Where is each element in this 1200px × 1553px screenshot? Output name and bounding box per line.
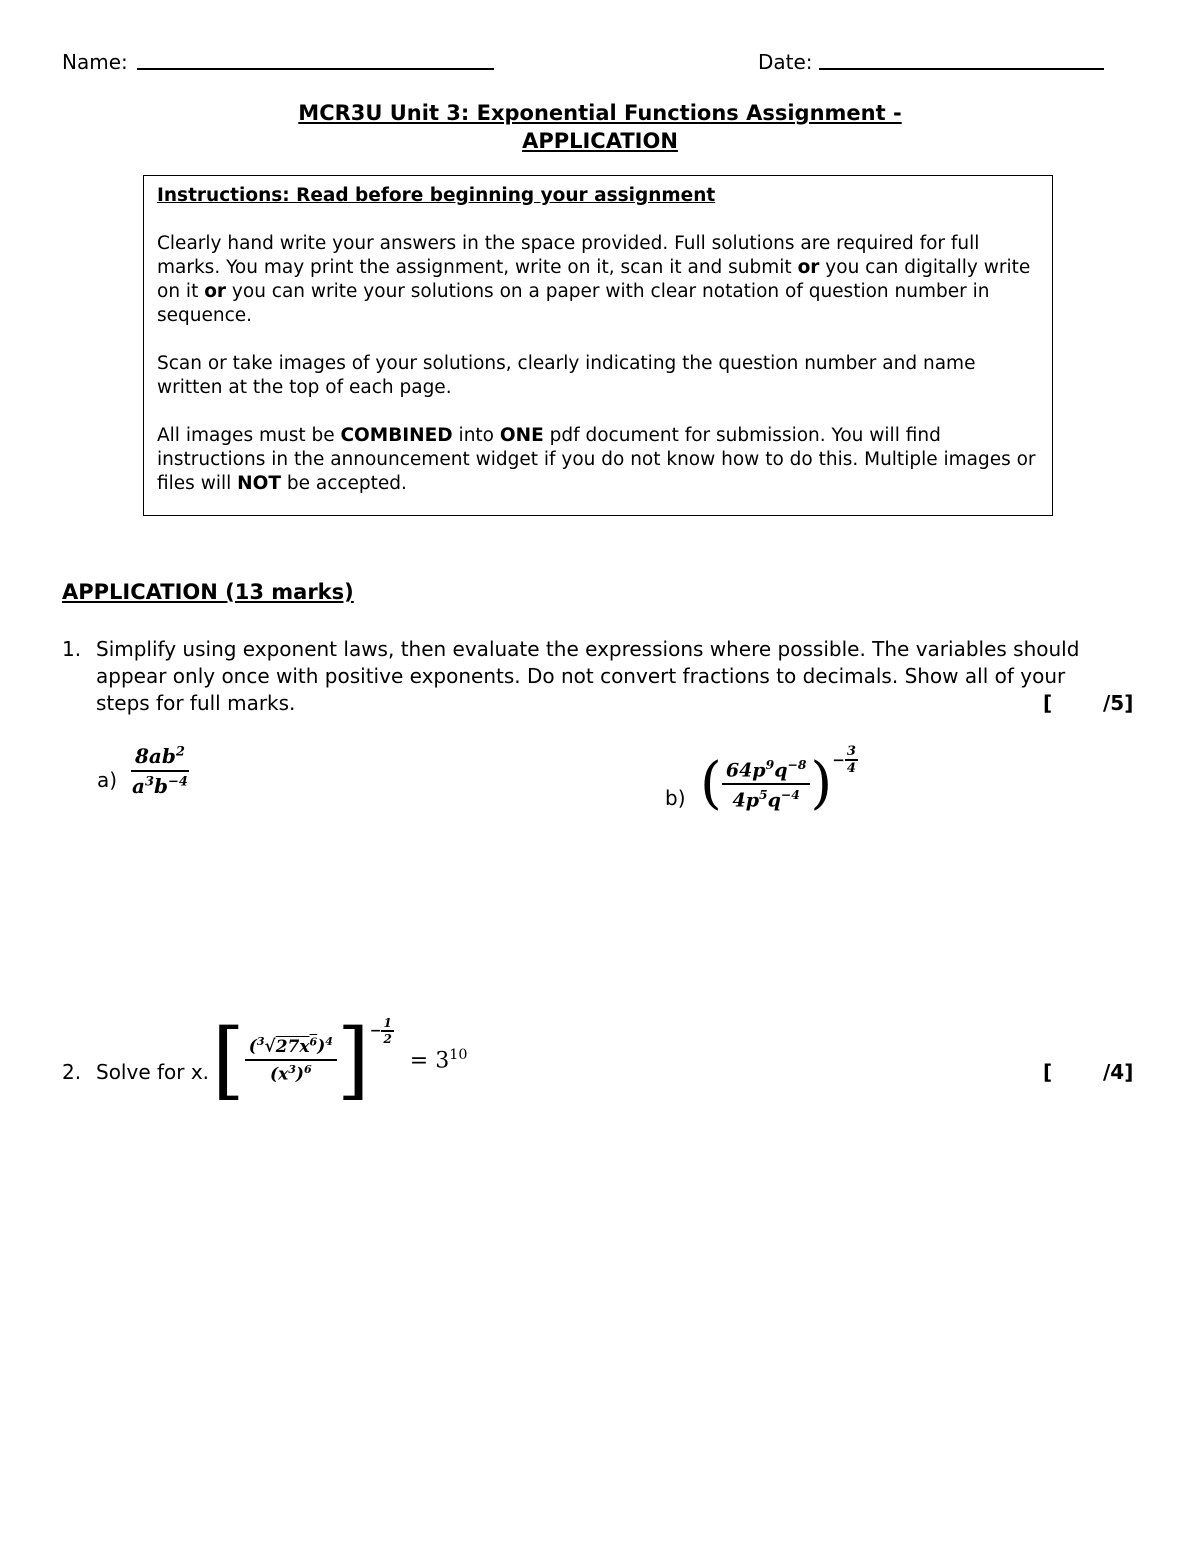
- q1-text: Simplify using exponent laws, then evaluate the expressions where possible. The variables should appear only once with positive exponents. Do not convert fractions to decimals. Show all of your steps for full marks.: [96, 637, 1080, 715]
- page-title-line2: APPLICATION: [522, 129, 678, 153]
- q1-marks-total: /5]: [1103, 691, 1134, 715]
- q2-equation: [ $\frac{(^3√27x^6)^4}{(x^3)^6}$ ] − $\frac{1}{2}$ = $3^{10}$: [212, 1011, 468, 1109]
- q1b-label: b): [665, 786, 686, 810]
- name-field-line[interactable]: [137, 68, 494, 70]
- page-title-line1: MCR3U Unit 3: Exponential Functions Assignment -: [298, 101, 902, 125]
- q2-text: Solve for x.: [96, 1060, 210, 1084]
- name-label: Name:: [62, 50, 128, 74]
- q1b-expression: ( $\frac{64p^9q^{-8}}{4p^5q^{-4}}$ ) − $\frac{3}{4}$: [700, 744, 856, 816]
- q2-number: 2.: [62, 1060, 82, 1084]
- q1a-label: a): [97, 768, 118, 792]
- q1-number: 1.: [62, 637, 82, 661]
- q1a-expression: $\frac{8ab^2}{a^3b^{-4}}$: [132, 744, 188, 798]
- instructions-paragraph-2: Scan or take images of your solutions, clearly indicating the question number and name written at the top of each page.: [157, 353, 976, 398]
- instructions-paragraph-1: Clearly hand write your answers in the space provided. Full solutions are required for full marks. You may print the assignment, write on it, scan it and submit or you can digitally write on it or you can write your solutions on a paper with clear notation of question number in sequence.: [157, 233, 1031, 326]
- instructions-paragraph-3: All images must be COMBINED into ONE pdf document for submission. You will find instructions in the announcement widget if you do not know how to do this. Multiple images or files will NOT be accepted.: [157, 425, 1036, 494]
- q2-marks-total: /4]: [1103, 1060, 1134, 1084]
- section-heading: APPLICATION (13 marks): [62, 580, 354, 604]
- q1-marks-open: [: [1043, 691, 1053, 715]
- q2-marks-open: [: [1043, 1060, 1053, 1084]
- instructions-box: [143, 175, 1053, 516]
- date-field-line[interactable]: [819, 68, 1104, 70]
- date-label: Date:: [758, 50, 813, 74]
- instructions-heading: Instructions: Read before beginning your assignment: [157, 185, 716, 206]
